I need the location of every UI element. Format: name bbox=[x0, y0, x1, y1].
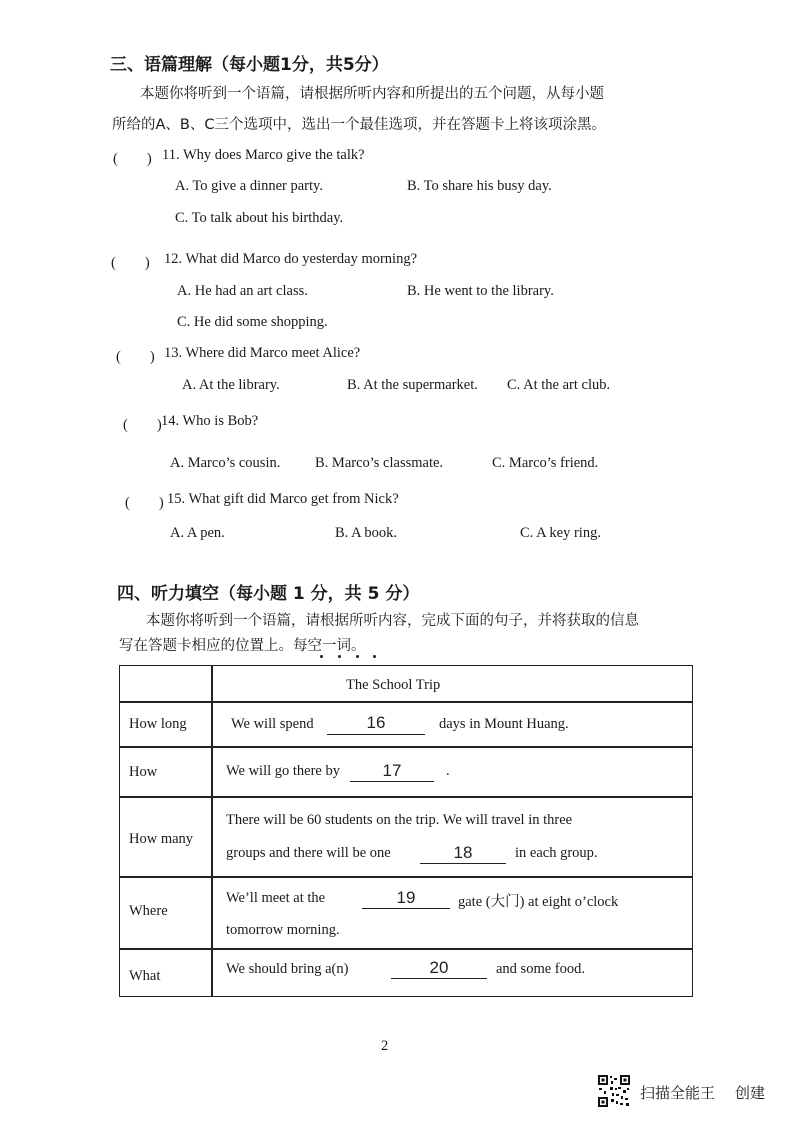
table-row-divider bbox=[120, 948, 692, 950]
answer-16: 16 bbox=[366, 713, 386, 732]
row-label-how-many: How many bbox=[129, 831, 194, 847]
page-number: 2 bbox=[381, 1038, 389, 1054]
row1-text-post: days in Mount Huang. bbox=[439, 716, 569, 732]
table-row-divider bbox=[120, 746, 692, 748]
row4-text-pre: We’ll meet at the bbox=[226, 890, 326, 906]
question-15: 15. What gift did Marco get from Nick? bbox=[167, 491, 399, 507]
section4-instruction-line2: 写在答题卡相应的位置上。每空一词。 bbox=[119, 638, 366, 654]
row3-text-line1: There will be 60 students on the trip. We will travel in three bbox=[226, 812, 573, 828]
answer-line-16[interactable] bbox=[327, 734, 425, 735]
table-row-divider bbox=[120, 701, 692, 703]
row2-text-pre: We will go there by bbox=[226, 763, 340, 779]
emphasis-dot bbox=[373, 655, 376, 658]
row5-text-pre: We should bring a(n) bbox=[226, 961, 349, 977]
answer-bracket-12[interactable]: ( ) bbox=[111, 255, 150, 271]
table-column-divider bbox=[211, 666, 213, 996]
emphasis-dot bbox=[320, 655, 323, 658]
table-row-divider bbox=[120, 876, 692, 878]
question-13: 13. Where did Marco meet Alice? bbox=[164, 345, 361, 361]
q11-option-b: B. To share his busy day. bbox=[407, 178, 552, 194]
row5-text-post: and some food. bbox=[496, 961, 585, 977]
q14-option-c: C. Marco’s friend. bbox=[492, 455, 599, 471]
answer-line-18[interactable] bbox=[420, 863, 506, 864]
q13-option-a: A. At the library. bbox=[182, 377, 280, 393]
row-label-what: What bbox=[129, 968, 161, 984]
row1-text-pre: We will spend bbox=[231, 716, 314, 732]
row2-text-post: . bbox=[446, 763, 450, 779]
q11-option-a: A. To give a dinner party. bbox=[175, 178, 323, 194]
answer-18: 18 bbox=[453, 843, 473, 862]
section3-instruction-line2: 所给的A、B、C三个选项中，选出一个最佳选项，并在答题卡上将该项涂黑。 bbox=[112, 117, 606, 133]
answer-line-19[interactable] bbox=[362, 908, 450, 909]
q14-option-b: B. Marco’s classmate. bbox=[315, 455, 444, 471]
q14-option-a: A. Marco’s cousin. bbox=[170, 455, 281, 471]
q12-option-b: B. He went to the library. bbox=[407, 283, 554, 299]
question-14: 14. Who is Bob? bbox=[161, 413, 259, 429]
question-12: 12. What did Marco do yesterday morning? bbox=[164, 251, 418, 267]
emphasis-dot bbox=[356, 655, 359, 658]
q12-option-a: A. He had an art class. bbox=[177, 283, 308, 299]
answer-bracket-13[interactable]: ( ) bbox=[116, 349, 155, 365]
section4-title: 四、听力填空（每小题 1 分，共 5 分） bbox=[117, 584, 420, 604]
answer-bracket-15[interactable]: ( ) bbox=[125, 495, 164, 511]
answer-line-20[interactable] bbox=[391, 978, 487, 979]
q15-option-c: C. A key ring. bbox=[520, 525, 601, 541]
row4-text-line2: tomorrow morning. bbox=[226, 922, 340, 938]
row4-text-post: gate (大门) at eight o’clock bbox=[458, 894, 619, 910]
q15-option-a: A. A pen. bbox=[170, 525, 225, 541]
qr-code-icon bbox=[597, 1074, 631, 1108]
question-11: 11. Why does Marco give the talk? bbox=[162, 147, 365, 163]
footer-brand: 扫描全能王 bbox=[640, 1084, 716, 1102]
row3-text-pre: groups and there will be one bbox=[226, 845, 391, 861]
q12-option-c: C. He did some shopping. bbox=[177, 314, 328, 330]
section3-title: 三、语篇理解（每小题1分，共5分） bbox=[110, 55, 389, 75]
row3-text-post: in each group. bbox=[515, 845, 598, 861]
answer-line-17[interactable] bbox=[350, 781, 434, 782]
emphasis-dot bbox=[338, 655, 341, 658]
answer-20: 20 bbox=[429, 958, 449, 977]
section3-instruction-line1: 本题你将听到一个语篇，请根据所听内容和所提出的五个问题，从每小题 bbox=[140, 86, 604, 102]
footer-action: 创建 bbox=[735, 1084, 766, 1102]
q13-option-b: B. At the supermarket. bbox=[347, 377, 478, 393]
answer-17: 17 bbox=[382, 761, 402, 780]
row-label-where: Where bbox=[129, 903, 168, 919]
answer-bracket-11[interactable]: ( ) bbox=[113, 151, 152, 167]
table-row-divider bbox=[120, 796, 692, 798]
section4-instruction-line1: 本题你将听到一个语篇，请根据所听内容，完成下面的句子，并将获取的信息 bbox=[146, 613, 639, 629]
answer-bracket-14[interactable]: ( ) bbox=[123, 417, 162, 433]
row-label-how: How bbox=[129, 764, 158, 780]
answer-19: 19 bbox=[396, 888, 416, 907]
q13-option-c: C. At the art club. bbox=[507, 377, 611, 393]
q15-option-b: B. A book. bbox=[335, 525, 398, 541]
table-header: The School Trip bbox=[346, 677, 441, 693]
row-label-how-long: How long bbox=[129, 716, 187, 732]
q11-option-c: C. To talk about his birthday. bbox=[175, 210, 344, 226]
